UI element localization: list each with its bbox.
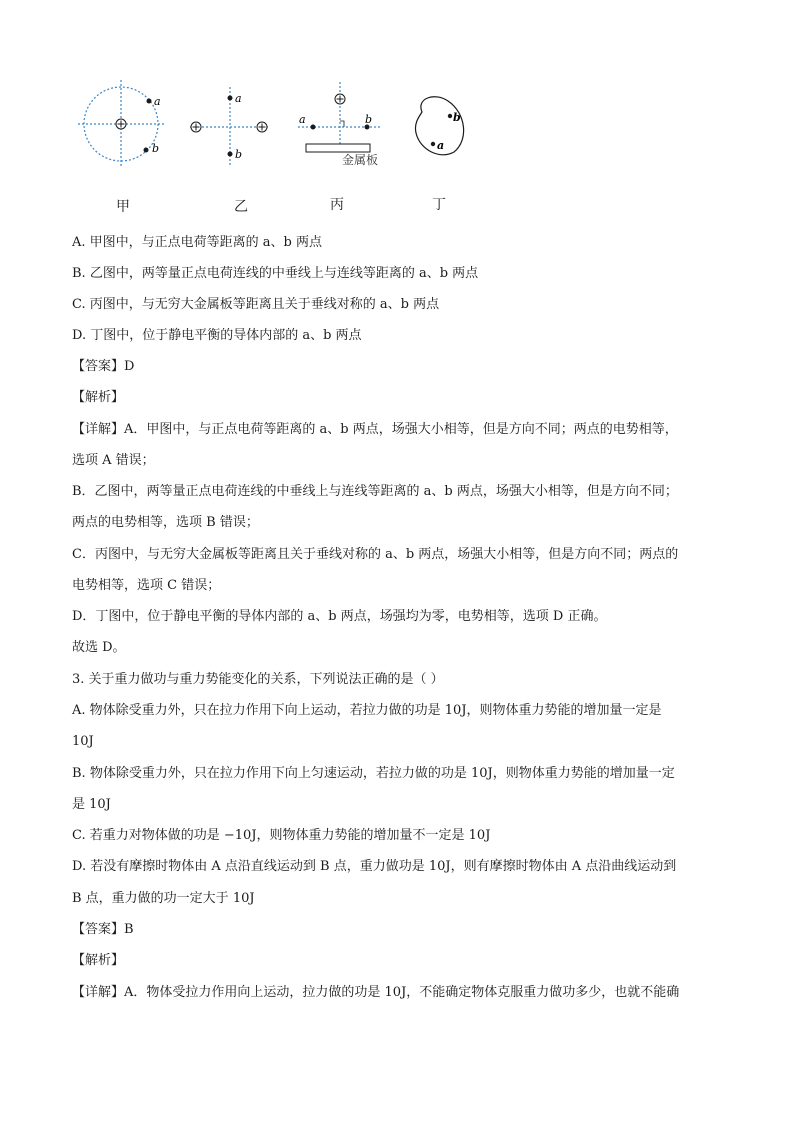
point-b-label: b (235, 148, 243, 161)
field-diagrams (70, 70, 490, 220)
q2-option-d: D. 丁图中，位于静电平衡的导体内部的 a、b 两点 (72, 328, 362, 343)
q2-detail-line-3: B．乙图中，两等量正点电荷连线的中垂线上与连线等距离的 a、b 两点，场强大小相等，但是方向不同； (72, 484, 678, 499)
point-a-label: a (235, 92, 242, 105)
q3-answer: 【答案】B (72, 922, 134, 937)
q2-conclusion: 故选 D。 (72, 640, 126, 655)
point-a-label: a (154, 95, 161, 108)
caption-bing: 丙 (330, 197, 344, 213)
point-a-label: a (299, 113, 306, 126)
figure-ding (415, 97, 463, 155)
q2-detail-line-5: C．丙图中，与无穷大金属板等距离且关于垂线对称的 a、b 两点，场强大小相等，但是方向不同；两点的 (72, 547, 679, 562)
q2-detail-line-1: 【详解】A．甲图中，与正点电荷等距离的 a、b 两点，场强大小相等，但是方向不同；两点的电势相等， (72, 422, 678, 437)
q3-option-d-line-1: D. 若没有摩擦时物体由 A 点沿直线运动到 B 点，重力做功是 10J，则有摩擦时物体由 A 点沿曲线运动到 (72, 859, 677, 874)
q2-analysis-heading: 【解析】 (72, 390, 125, 405)
figure-bing (298, 82, 382, 167)
q3-analysis-heading: 【解析】 (72, 953, 125, 968)
q2-option-c: C. 丙图中，与无穷大金属板等距离且关于垂线对称的 a、b 两点 (72, 297, 440, 312)
q3-detail-line-1: 【详解】A．物体受拉力作用向上运动，拉力做的功是 10J，不能确定物体克服重力做功多少，也就不能确 (72, 985, 680, 1000)
point-b-label: b (152, 142, 160, 155)
q3-stem: 3. 关于重力做功与重力势能变化的关系，下列说法正确的是（ ） (72, 672, 444, 687)
caption-jia: 甲 (116, 199, 130, 215)
point-a-label: a (437, 139, 445, 152)
q2-detail-line-4: 两点的电势相等，选项 B 错误； (72, 515, 259, 530)
q3-option-b-line-1: B. 物体除受重力外，只在拉力作用下向上匀速运动，若拉力做的功是 10J，则物体重力势能的增加量一定 (72, 766, 675, 781)
point-b-label: b (453, 111, 461, 124)
caption-ding: 丁 (432, 197, 446, 213)
q3-option-b-line-2: 是 10J (72, 797, 111, 812)
q3-option-c: C. 若重力对物体做的功是 −10J，则物体重力势能的增加量不一定是 10J (72, 828, 491, 843)
figure-yi (190, 87, 270, 167)
q2-answer: 【答案】D (72, 359, 135, 374)
metal-plate-label: 金属板 (342, 153, 379, 167)
q2-detail-line-6: 电势相等，选项 C 错误； (72, 578, 221, 593)
metal-plate (306, 144, 370, 152)
q2-option-a: A. 甲图中，与正点电荷等距离的 a、b 两点 (72, 235, 322, 250)
q2-detail-line-7: D．丁图中，位于静电平衡的导体内部的 a、b 两点，场强均为零，电势相等，选项 D 正确。 (72, 609, 607, 624)
figures-row (70, 70, 490, 220)
q3-option-d-line-2: B 点，重力做的功一定大于 10J (72, 891, 255, 906)
figure-jia (78, 80, 164, 168)
q2-option-b: B. 乙图中，两等量正点电荷连线的中垂线上与连线等距离的 a、b 两点 (72, 266, 479, 281)
caption-yi: 乙 (234, 199, 248, 215)
q3-option-a-line-2: 10J (72, 734, 94, 749)
q3-option-a-line-1: A. 物体除受重力外，只在拉力作用下向上运动，若拉力做的功是 10J，则物体重力势能的增加量一定是 (72, 703, 662, 718)
point-b-label: b (365, 113, 373, 126)
q2-detail-line-2: 选项 A 错误； (72, 453, 155, 468)
